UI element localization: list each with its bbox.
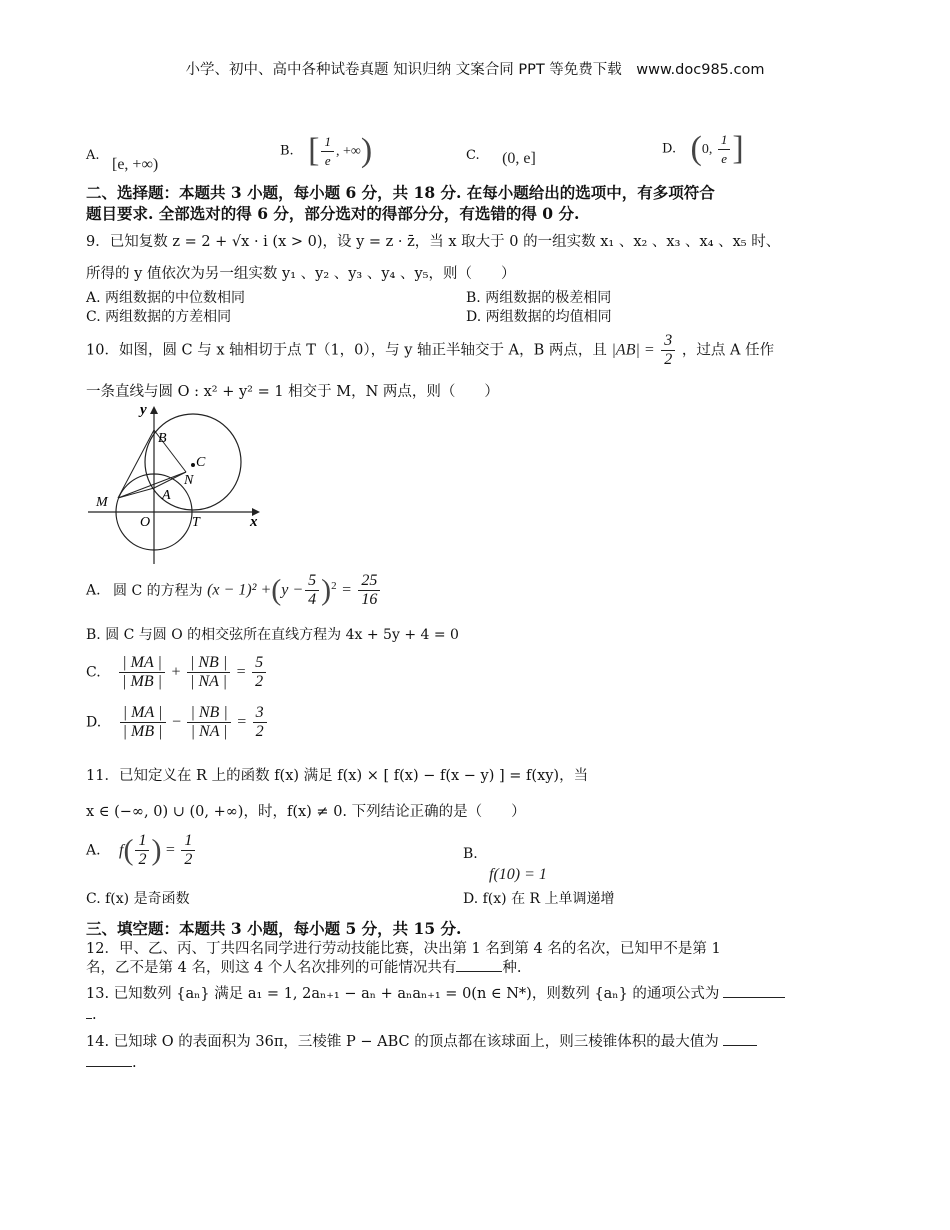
q10-math-ab: |AB| = [611, 341, 655, 359]
option-label: C. [466, 148, 480, 163]
q9-option-a: A. 两组数据的中位数相同 [86, 290, 246, 306]
y-axis-arrow-icon [150, 406, 158, 414]
section-3-title: 三、填空题：本题共 3 小题，每小题 5 分，共 15 分. [86, 919, 462, 938]
fig-label-t: T [192, 515, 200, 530]
q8-option-b: B. [ $\frac{1}{e}$ , +∞) [280, 132, 373, 169]
q14-text: 14. 已知球 O 的表面积为 36π，三棱锥 P − ABC 的顶点都在该球面上，则三棱锥体积的最大值为 [86, 1034, 719, 1050]
q11-option-b [463, 846, 547, 884]
option-operator: + [171, 663, 181, 681]
option-text: 圆 C 的方程为 [113, 582, 203, 599]
option-label: D. [662, 141, 677, 157]
option-math: f [119, 841, 124, 859]
frac-num: 3 [661, 332, 675, 351]
answer-blank[interactable] [456, 957, 502, 972]
option-label: C. [86, 664, 101, 681]
option-math: [e, +∞) [111, 156, 159, 173]
frac-den: 4 [308, 591, 317, 608]
frac-den: | MB | [122, 723, 163, 740]
option-math: y − [281, 581, 304, 599]
q8-option-a [86, 146, 159, 173]
section-2-line-2: 题目要求. 全部选对的得 6 分，部分选对的得部分分，有选错的得 0 分. [86, 204, 580, 223]
option-label: A. [86, 582, 101, 599]
q9-option-b: B. 两组数据的极差相同 [466, 290, 612, 306]
fig-label-m: M [96, 495, 108, 510]
frac-num: 1 [135, 832, 149, 851]
q13-line-1 [86, 982, 785, 1003]
frac-den: | NA | [190, 723, 228, 740]
q12-text-a: 名，乙不是第 4 名，则这 4 个人名次排列的可能情况共有 [86, 960, 457, 976]
q9-stem-line-1: 9．已知复数 z = 2 + √x · i (x > 0)，设 y = z · z̄，当 x 取大于 0 的一组实数 x₁ 、x₂ 、x₃ 、x₄ 、x₅ 时、 [86, 234, 781, 250]
frac-num: 25 [358, 572, 380, 591]
q10-option-a: A. 圆 C 的方程为 (x − 1)² +(y − $\frac{5}{4}$ )$^2$ = $\frac{25}{16}$ [86, 572, 382, 609]
frac-num: | NB | [187, 654, 230, 673]
answer-blank-cont[interactable] [86, 1052, 132, 1067]
frac-num: 1 [181, 832, 195, 851]
option-label: B. [463, 846, 478, 862]
line-bm [118, 430, 154, 498]
q10-option-b: B. 圆 C 与圆 O 的相交弦所在直线方程为 4x + 5y + 4 = 0 [86, 627, 459, 643]
frac-num: 1 [321, 133, 334, 152]
option-label: A. [86, 148, 100, 163]
frac-num: 1 [718, 131, 731, 150]
circle-c [145, 414, 241, 510]
q9-stem-line-2: 所得的 y 值依次为另一组实数 y₁ 、y₂ 、y₃ 、y₄ 、y₅，则（ ） [86, 266, 516, 282]
fig-label-c: C [196, 455, 206, 470]
fig-label-n: N [184, 473, 194, 488]
section-2-line-1: 二、选择题：本题共 3 小题，每小题 6 分，共 18 分. 在每小题给出的选项中，有多项符合 [86, 183, 715, 202]
q9-option-d: D. 两组数据的均值相同 [466, 309, 612, 325]
fig-label-y: y [140, 402, 147, 418]
q12-line-2 [86, 956, 522, 977]
frac-num: | NB | [187, 704, 230, 723]
frac-den: 2 [184, 851, 193, 868]
q11-option-c: C. f(x) 是奇函数 [86, 891, 190, 907]
option-operator: = [236, 663, 246, 681]
q12-line-1: 12．甲、乙、丙、丁共四名同学进行劳动技能比赛，决出第 1 名到第 4 名的名次，已知甲不是第 1 [86, 941, 721, 957]
q13-end: . [92, 1007, 97, 1023]
q14-line-1 [86, 1030, 757, 1051]
q10-option-c [86, 654, 268, 691]
q11-stem-line-1: 11．已知定义在 R 上的函数 f(x) 满足 f(x) × [ f(x) − f(x − y) ] = f(xy)，当 [86, 768, 589, 784]
option-operator: − [172, 713, 182, 731]
frac-den: | MB | [122, 673, 163, 690]
frac-den: 2 [255, 723, 264, 740]
q13-text: 13. 已知数列 {aₙ} 满足 a₁ = 1, 2aₙ₊₁ − aₙ + aₙaₙ₊₁ = 0(n ∈ N*)，则数列 {aₙ} 的通项公式为 [86, 986, 720, 1002]
q11-option-d: D. f(x) 在 R 上单调递增 [463, 891, 615, 907]
frac-den: 16 [361, 591, 378, 608]
q12-text-b: 种. [502, 960, 522, 976]
option-math: (x − 1)² + [207, 581, 272, 599]
frac-num: | MA | [120, 704, 166, 723]
frac-num: 5 [252, 654, 266, 673]
q10-figure [84, 400, 274, 570]
q14-end: . [132, 1055, 137, 1071]
line-mn [118, 472, 186, 498]
frac-num: 5 [305, 572, 319, 591]
q8-option-d: D. (0, $\frac{1}{e}$ ] [662, 130, 744, 167]
option-label: A. [86, 842, 101, 859]
frac-num: | MA | [119, 654, 165, 673]
answer-blank[interactable] [723, 1031, 757, 1046]
q8-option-c [466, 146, 536, 167]
frac-den: 2 [664, 351, 673, 368]
frac-den: 2 [138, 851, 147, 868]
center-c-point [191, 463, 195, 467]
frac-den: e [721, 150, 728, 166]
q10-text-b: ，过点 A 任作 [681, 342, 775, 359]
option-math: = [341, 581, 352, 599]
option-math: 0, [701, 142, 716, 157]
fig-label-o: O [140, 515, 151, 530]
option-label: B. [280, 143, 294, 159]
fig-label-x: x [250, 514, 258, 530]
q14-line-2 [86, 1052, 137, 1071]
q10-option-d [86, 704, 269, 741]
option-math: , +∞ [335, 144, 361, 159]
option-math: (0, e] [502, 150, 536, 167]
q13-line-2 [86, 1004, 97, 1023]
q10-text-a: 10．如图，圆 C 与 x 轴相切于点 T（1，0），与 y 轴正半轴交于 A，B 两点，且 [86, 342, 607, 359]
fig-label-a: A [162, 488, 171, 503]
frac-den: | NA | [190, 673, 228, 690]
answer-blank[interactable] [723, 983, 785, 998]
q11-option-a: A. f( $\frac{1}{2}$ ) = $\frac{1}{2}$ [86, 832, 197, 869]
frac-den: 2 [255, 673, 264, 690]
fig-label-b: B [158, 431, 167, 446]
option-math: f(10) = 1 [489, 866, 547, 883]
frac-num: 3 [253, 704, 267, 723]
q10-stem-line-1 [86, 332, 774, 369]
page-header: 小学、初中、高中各种试卷真题 知识归纳 文案合同 PPT 等免费下载 www.doc985.com [185, 62, 765, 78]
option-operator: = [237, 713, 247, 731]
frac-den: e [324, 152, 331, 168]
option-operator: = [165, 841, 175, 859]
q10-stem-line-2: 一条直线与圆 O : x² + y² = 1 相交于 M，N 两点，则（ ） [86, 384, 499, 400]
q11-stem-line-2: x ∈ (−∞, 0) ∪ (0, +∞)，时，f(x) ≠ 0. 下列结论正确的是（ ） [86, 804, 526, 820]
option-label: D. [86, 714, 102, 731]
q9-option-c: C. 两组数据的方差相同 [86, 309, 232, 325]
